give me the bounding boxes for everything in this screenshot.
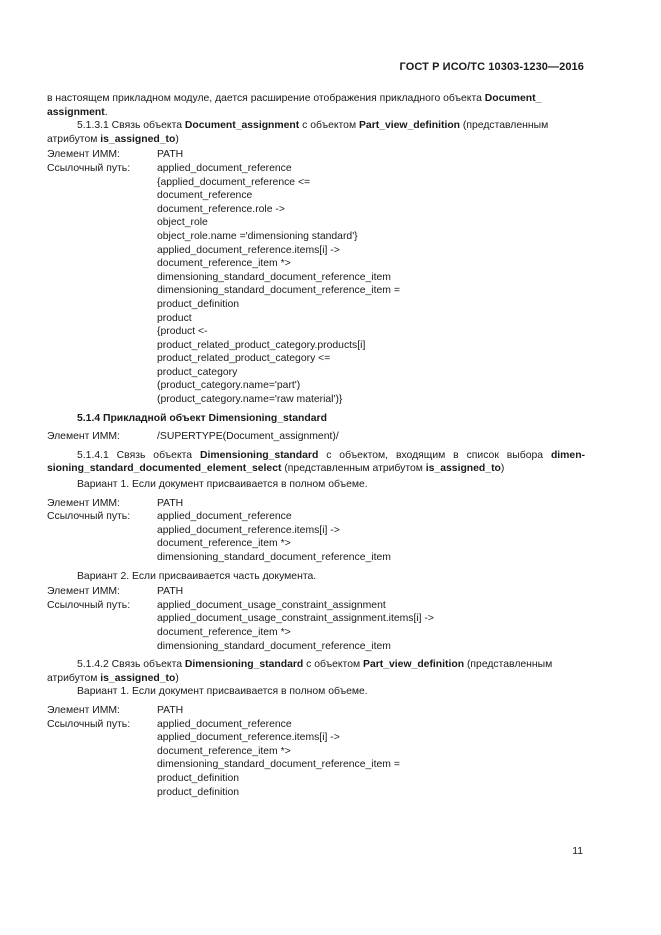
text: атрибутом — [47, 133, 101, 145]
text: ) — [175, 133, 179, 145]
ref-path-label: Ссылочный путь: — [47, 511, 131, 523]
ref-path-line: (product_category.name='raw material')} — [157, 394, 343, 406]
ref-path-line: {applied_document_reference <= — [157, 176, 311, 188]
ref-path-line: document_reference — [157, 190, 253, 202]
section-5131-title-cont — [47, 133, 585, 147]
element-row — [47, 585, 585, 599]
text: с объектом — [299, 120, 359, 132]
section-number: 5.1.3.1 — [77, 120, 109, 132]
ref-path-line: document_reference_item *> — [157, 258, 291, 270]
variant-1-text: Вариант 1. Если документ присваивается в полном объеме. — [77, 479, 368, 491]
ref-path-label: Ссылочный путь: — [47, 162, 131, 174]
text: с объектом — [303, 659, 364, 671]
element-value: /SUPERTYPE(Document_assignment)/ — [157, 431, 339, 443]
ref-path-line: applied_document_reference.items[i] -> — [157, 244, 340, 256]
bold-term: Part_view_definition — [358, 120, 461, 132]
element-label: Элемент ИММ: — [47, 149, 120, 161]
ref-path-lines — [157, 599, 585, 653]
element-label: Элемент ИММ: — [47, 704, 120, 716]
ref-path-line: (product_category.name='part') — [157, 380, 301, 392]
bold-term: dimen- — [550, 449, 585, 461]
ref-path-line: product_category — [157, 366, 238, 378]
bold-term: Dimensioning_standard — [184, 659, 304, 671]
ref-path-label: Ссылочный путь: — [47, 718, 131, 730]
ref-path-line: product_definition — [157, 772, 240, 784]
ref-path-row — [47, 718, 585, 800]
element-value: PATH — [157, 704, 184, 716]
ref-path-line: dimensioning_standard_document_reference_item — [157, 271, 391, 283]
element-row — [47, 704, 585, 718]
ref-path-line: applied_document_reference — [157, 718, 292, 730]
document-header: ГОСТ Р ИСО/ТС 10303-1230—2016 — [399, 61, 584, 73]
element-row — [47, 430, 585, 444]
bold-term: sioning_standard_documented_element_select — [47, 463, 282, 475]
ref-path-line: applied_document_reference.items[i] -> — [157, 732, 340, 744]
ref-path-line: product_related_product_category <= — [157, 353, 331, 365]
section-5142-title-cont — [47, 672, 585, 686]
text: (представленным атрибутом — [281, 463, 426, 475]
ref-path-line: dimensioning_standard_document_reference_item — [157, 552, 391, 563]
bold-term: is_assigned_to — [425, 463, 501, 475]
ref-path-row — [47, 510, 585, 564]
section-5142-title — [47, 658, 585, 672]
element-label: Элемент ИММ: — [47, 497, 120, 509]
text: Связь объекта — [108, 449, 200, 461]
ref-path-line: document_reference_item *> — [157, 745, 291, 757]
ref-path-row — [47, 599, 585, 653]
text: ) — [175, 672, 179, 684]
ref-path-line: product_definition — [157, 786, 240, 798]
text: ) — [500, 463, 505, 475]
text: (представленным — [460, 120, 549, 132]
bold-term: is_assigned_to — [100, 672, 176, 684]
ref-path-line: {product <- — [157, 326, 208, 338]
element-row — [47, 497, 585, 511]
intro-paragraph — [47, 92, 585, 119]
ref-path-line: object_role — [157, 217, 208, 229]
bold-term: Document_assignment — [184, 120, 300, 132]
section-514-heading — [47, 412, 585, 426]
ref-path-lines — [157, 162, 585, 407]
variant-1-text: Вариант 1. Если документ присваивается в полном объеме. — [77, 686, 368, 698]
section-5131-title — [47, 119, 585, 133]
text: с объектом, входящим в список выбора — [318, 449, 551, 461]
ref-path-line: object_role.name ='dimensioning standard'} — [157, 230, 358, 242]
element-value: PATH — [157, 586, 184, 598]
text: Связь объекта — [108, 120, 185, 132]
section-5141-title-cont — [47, 462, 585, 476]
ref-path-line: dimensioning_standard_document_reference_item = — [157, 759, 400, 771]
ref-path-line: applied_document_reference — [157, 162, 292, 174]
intro-bold: Document_ — [484, 93, 542, 104]
ref-path-line: applied_document_usage_constraint_assignment — [157, 599, 386, 611]
ref-path-line: document_reference_item *> — [157, 626, 291, 638]
ref-path-label: Ссылочный путь: — [47, 599, 131, 611]
element-label: Элемент ИММ: — [47, 431, 120, 443]
section-5141-title — [47, 449, 585, 463]
intro-text: в настоящем прикладном модуле, дается расширение отображения прикладного объекта — [47, 93, 485, 104]
ref-path-line: dimensioning_standard_document_reference_item — [157, 640, 391, 652]
ref-path-line: product — [157, 312, 192, 324]
text: Связь объекта — [108, 659, 185, 671]
intro-bold-cont: assignment — [47, 106, 105, 118]
element-value: PATH — [157, 497, 184, 509]
ref-path-line: document_reference_item *> — [157, 538, 291, 550]
page-content — [47, 92, 585, 799]
section-number: 5.1.4.2 — [77, 659, 109, 671]
ref-path-line: product_related_product_category.products[i] — [157, 339, 366, 351]
intro-end: . — [104, 106, 108, 118]
page-number: 11 — [572, 846, 583, 857]
ref-path-lines — [157, 718, 585, 800]
heading-text: 5.1.4 Прикладной объект Dimensioning_standard — [77, 412, 327, 424]
variant-2-text: Вариант 2. Если присваивается часть документа. — [77, 570, 317, 582]
bold-term: is_assigned_to — [100, 133, 176, 145]
ref-path-row — [47, 162, 585, 407]
ref-path-line: applied_document_usage_constraint_assignment.items[i] -> — [157, 613, 434, 625]
element-value: PATH — [157, 149, 184, 161]
text: атрибутом — [47, 672, 101, 684]
element-label: Элемент ИММ: — [47, 586, 120, 598]
ref-path-line: dimensioning_standard_document_reference_item = — [157, 285, 400, 297]
ref-path-line: applied_document_reference.items[i] -> — [157, 524, 340, 536]
ref-path-line: document_reference.role -> — [157, 203, 285, 215]
text: (представленным — [464, 659, 553, 671]
bold-term: Part_view_definition — [363, 659, 465, 671]
section-number: 5.1.4.1 — [77, 449, 109, 461]
ref-path-line: applied_document_reference — [157, 511, 292, 523]
ref-path-lines — [157, 510, 585, 564]
ref-path-line: product_definition — [157, 298, 240, 310]
bold-term: Dimensioning_standard — [199, 449, 319, 461]
element-row — [47, 148, 585, 162]
